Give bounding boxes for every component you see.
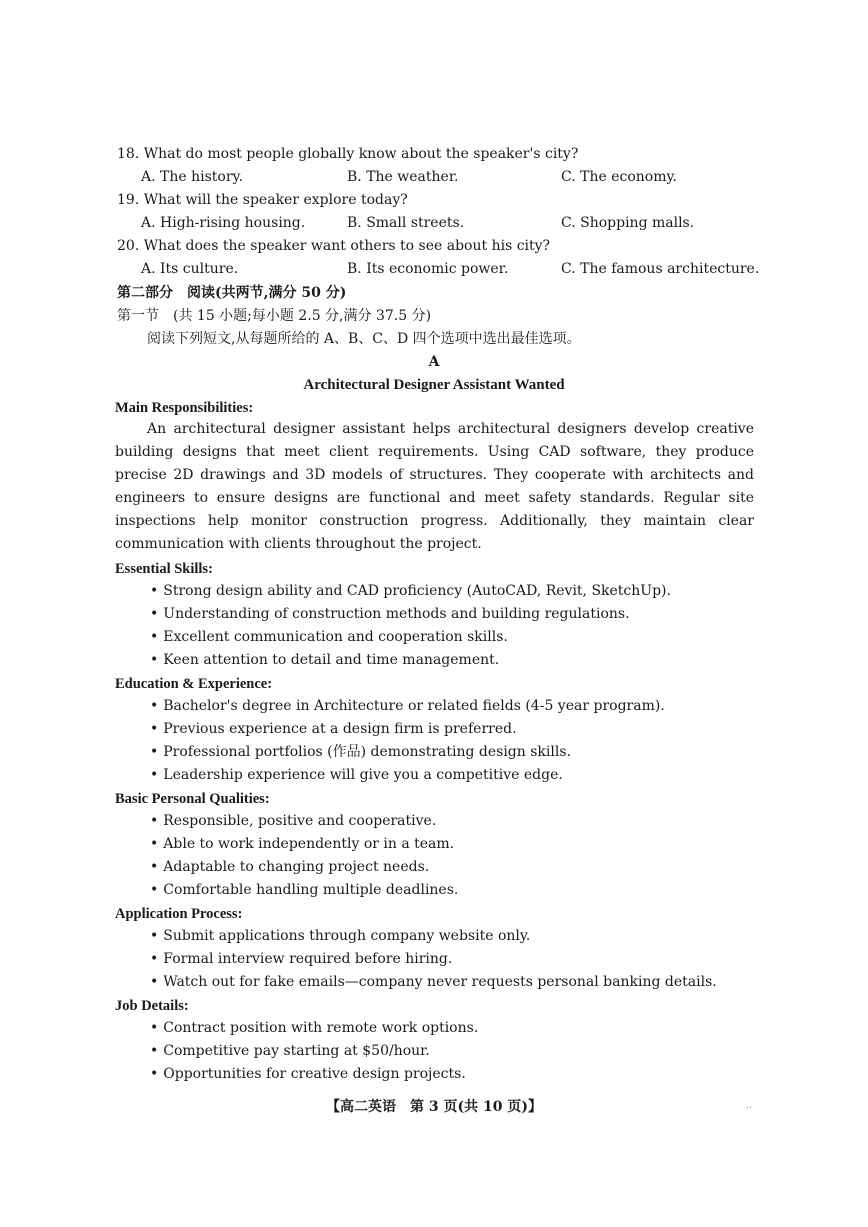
question-19-options <box>141 213 781 233</box>
list-item: • Contract position with remote work options. <box>150 1017 478 1040</box>
list-item: • Strong design ability and CAD proficiency (AutoCAD, Revit, SketchUp). <box>150 580 671 603</box>
option-b: B. Its economic power. <box>347 261 509 277</box>
option-a: A. High-rising housing. <box>141 215 306 231</box>
list-item: • Excellent communication and cooperation skills. <box>150 626 671 649</box>
question-20: 20. What does the speaker want others to see about his city? <box>117 238 551 254</box>
education-list <box>150 695 665 787</box>
list-item: • Keen attention to detail and time management. <box>150 649 671 672</box>
question-20-options <box>141 259 781 279</box>
job-details-list <box>150 1017 478 1086</box>
application-heading: Application Process: <box>115 906 243 922</box>
option-c: C. The economy. <box>561 169 677 185</box>
job-details-heading: Job Details: <box>115 998 189 1014</box>
list-item: • Formal interview required before hiring. <box>150 948 717 971</box>
option-a: A. Its culture. <box>141 261 239 277</box>
list-item: • Submit applications through company website only. <box>150 925 717 948</box>
option-b: B. Small streets. <box>347 215 465 231</box>
qualities-list <box>150 810 458 902</box>
option-c: C. The famous architecture. <box>561 261 760 277</box>
passage-letter: A <box>428 354 440 370</box>
skills-list <box>150 580 671 672</box>
skills-heading: Essential Skills: <box>115 561 213 577</box>
option-c: C. Shopping malls. <box>561 215 695 231</box>
question-19: 19. What will the speaker explore today? <box>117 192 408 208</box>
application-list <box>150 925 717 994</box>
list-item: • Able to work independently or in a team. <box>150 833 458 856</box>
list-item: • Competitive pay starting at $50/hour. <box>150 1040 478 1063</box>
page-footer: 【高二英语 第 3 页(共 10 页)】 <box>326 1099 542 1115</box>
corner-mark: .. <box>746 1100 753 1111</box>
passage-title: Architectural Designer Assistant Wanted <box>303 377 565 393</box>
list-item: • Comfortable handling multiple deadlines. <box>150 879 458 902</box>
responsibilities-heading: Main Responsibilities: <box>115 400 254 416</box>
list-item: • Professional portfolios (作品) demonstrating design skills. <box>150 741 665 764</box>
question-18-options <box>141 167 781 187</box>
responsibilities-paragraph: An architectural designer assistant helps architectural designers develop creative building designs that meet client requirements. Using CAD software, they produce precise 2D drawings and 3D models of structures. They cooperate with architects and engineers to ensure designs are functional and meet safety standards. Regular site inspections help monitor construction progress. Additionally, they maintain clear communication with clients throughout the project. <box>115 421 754 552</box>
list-item: • Understanding of construction methods and building regulations. <box>150 603 671 626</box>
reading-instruction: 阅读下列短文,从每题所给的 A、B、C、D 四个选项中选出最佳选项。 <box>147 331 581 347</box>
option-a: A. The history. <box>141 169 244 185</box>
list-item: • Opportunities for creative design projects. <box>150 1063 478 1086</box>
list-item: • Bachelor's degree in Architecture or related fields (4-5 year program). <box>150 695 665 718</box>
qualities-heading: Basic Personal Qualities: <box>115 791 270 807</box>
list-item: • Previous experience at a design firm is preferred. <box>150 718 665 741</box>
question-18: 18. What do most people globally know about the speaker's city? <box>117 146 579 162</box>
part-two-heading: 第二部分 阅读(共两节,满分 50 分) <box>117 285 347 301</box>
list-item: • Watch out for fake emails—company never requests personal banking details. <box>150 971 717 994</box>
list-item: • Leadership experience will give you a competitive edge. <box>150 764 665 787</box>
option-b: B. The weather. <box>347 169 459 185</box>
education-heading: Education & Experience: <box>115 676 273 692</box>
list-item: • Responsible, positive and cooperative. <box>150 810 458 833</box>
list-item: • Adaptable to changing project needs. <box>150 856 458 879</box>
section-one-heading: 第一节 (共 15 小题;每小题 2.5 分,满分 37.5 分) <box>117 308 432 324</box>
